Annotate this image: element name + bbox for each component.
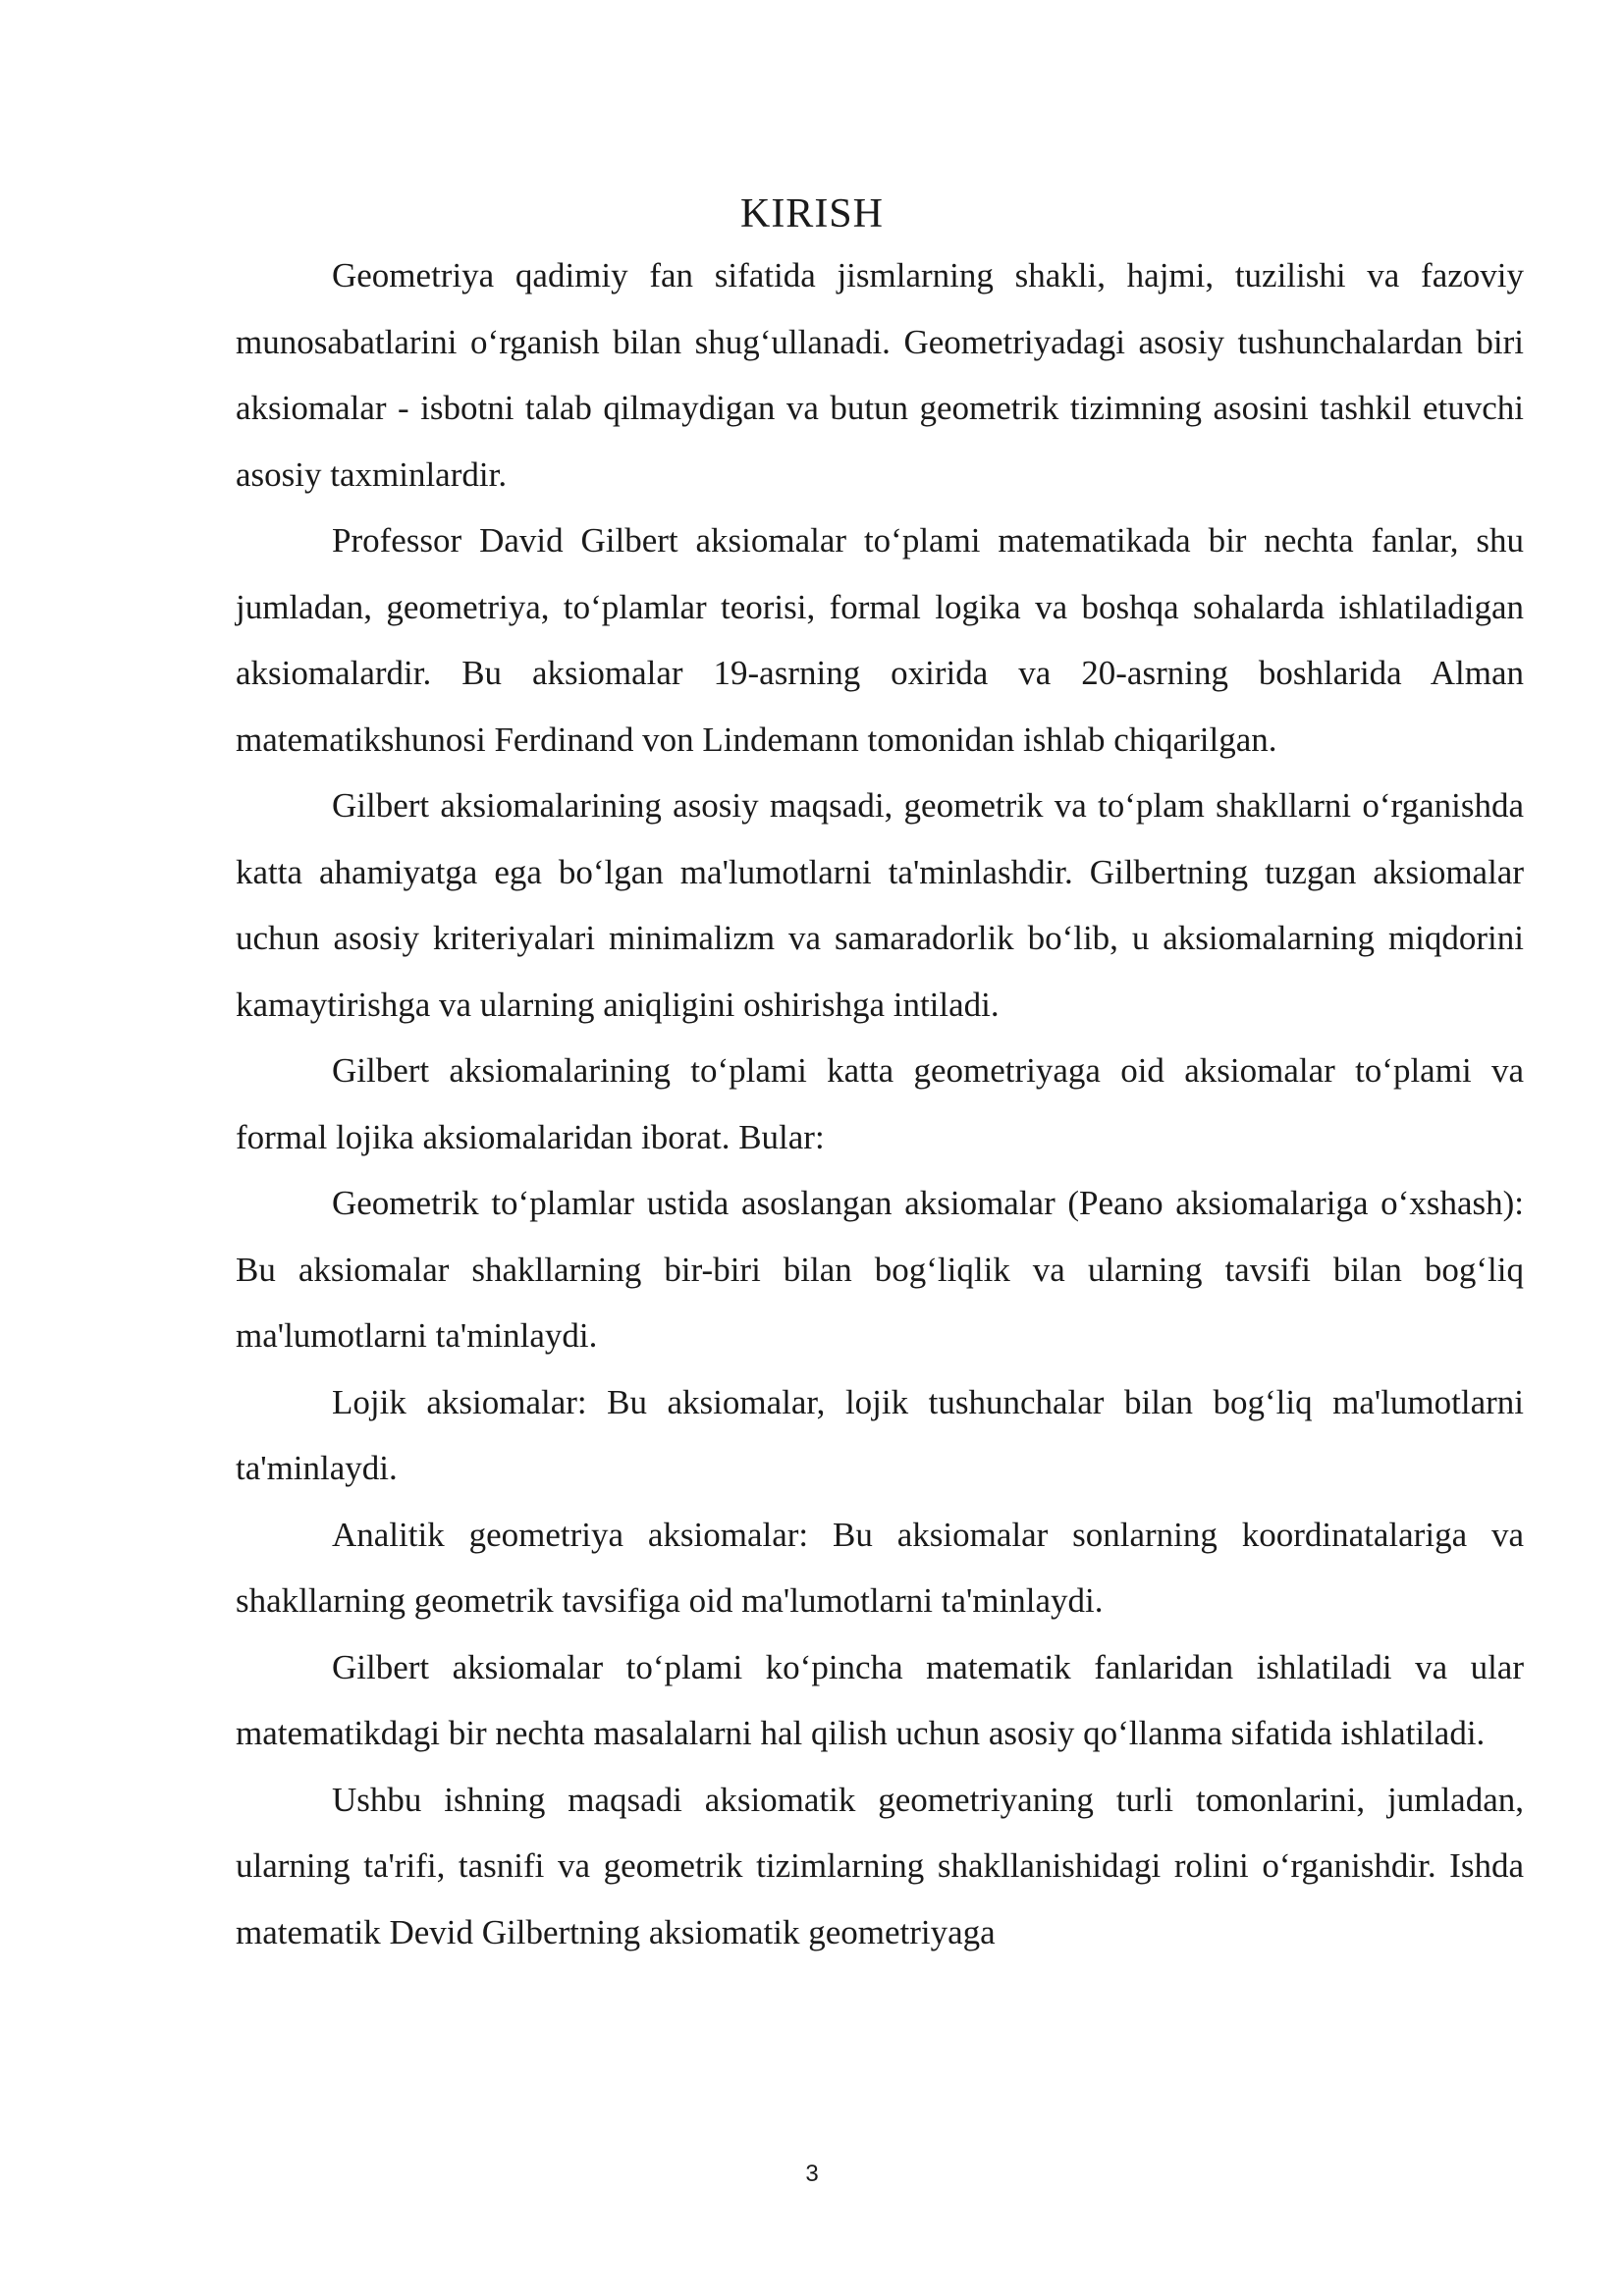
paragraph-6: Lojik aksiomalar: Bu aksiomalar, lojik tushunchalar bilan bog‘liq ma'lumotlarni ta'minlaydi. xyxy=(236,1382,1524,1487)
page-number: 3 xyxy=(805,2161,819,2187)
page-heading: KIRISH xyxy=(739,191,884,237)
paragraph-8: Gilbert aksiomalar to‘plami ko‘pincha matematik fanlaridan ishlatiladi va ular matematikdagi bir nechta masalalarni hal qilish uchun asosiy qo‘llanma sifatida ishlatiladi. xyxy=(236,1647,1524,1752)
paragraph-9: Ushbu ishning maqsadi aksiomatik geometriyaning turli tomonlarini, jumladan, ularning ta'rifi, tasnifi va geometrik tizimlarning shakllanishidagi rolini o‘rganishdir. Ishda matematik Devid Gilbertning aksiomatik geometriyaga xyxy=(236,1780,1524,1951)
paragraph-4: Gilbert aksiomalarining to‘plami katta geometriyaga oid aksiomalar to‘plami va formal lojika aksiomalaridan iborat. Bular: xyxy=(236,1051,1524,1156)
paragraph-1: Geometriya qadimiy fan sifatida jismlarning shakli, hajmi, tuzilishi va fazoviy munosabatlarini o‘rganish bilan shug‘ullanadi. Geometriyadagi asosiy tushunchalardan biri aksiomalar - isbotni talab qilmaydigan va butun geometrik tizimning asosini tashkil etuvchi asosiy taxminlardir. xyxy=(236,256,1524,494)
paragraph-7: Analitik geometriya aksiomalar: Bu aksiomalar sonlarning koordinatalariga va shakllarning geometrik tavsifiga oid ma'lumotlarni ta'minlaydi. xyxy=(236,1515,1524,1620)
paragraph-5: Geometrik to‘plamlar ustida asoslangan aksiomalar (Peano aksiomalariga o‘xshash): Bu aksiomalar shakllarning bir-biri bilan bog‘liqlik va ularning tavsifi bilan bog‘liq ma'lumotlarni ta'minlaydi. xyxy=(236,1184,1524,1355)
paragraph-2: Professor David Gilbert aksiomalar to‘plami matematikada bir nechta fanlar, shu jumladan, geometriya, to‘plamlar teorisi, formal logika va boshqa sohalarda ishlatiladigan aksiomalardir. Bu aksiomalar 19-asrning oxirida va 20-asrning boshlarida Alman matematikshunosi Ferdinand von Lindemann tomonidan ishlab chiqarilgan. xyxy=(236,521,1524,759)
body-text xyxy=(236,242,1524,1965)
paragraph-3: Gilbert aksiomalarining asosiy maqsadi, geometrik va to‘plam shakllarni o‘rganishda katta ahamiyatga ega bo‘lgan ma'lumotlarni ta'minlashdir. Gilbertning tuzgan aksiomalar uchun asosiy kriteriyalari minimalizm va samaradorlik bo‘lib, u aksiomalarning miqdorini kamaytirishga va ularning aniqligini oshirishga intiladi. xyxy=(236,786,1524,1024)
